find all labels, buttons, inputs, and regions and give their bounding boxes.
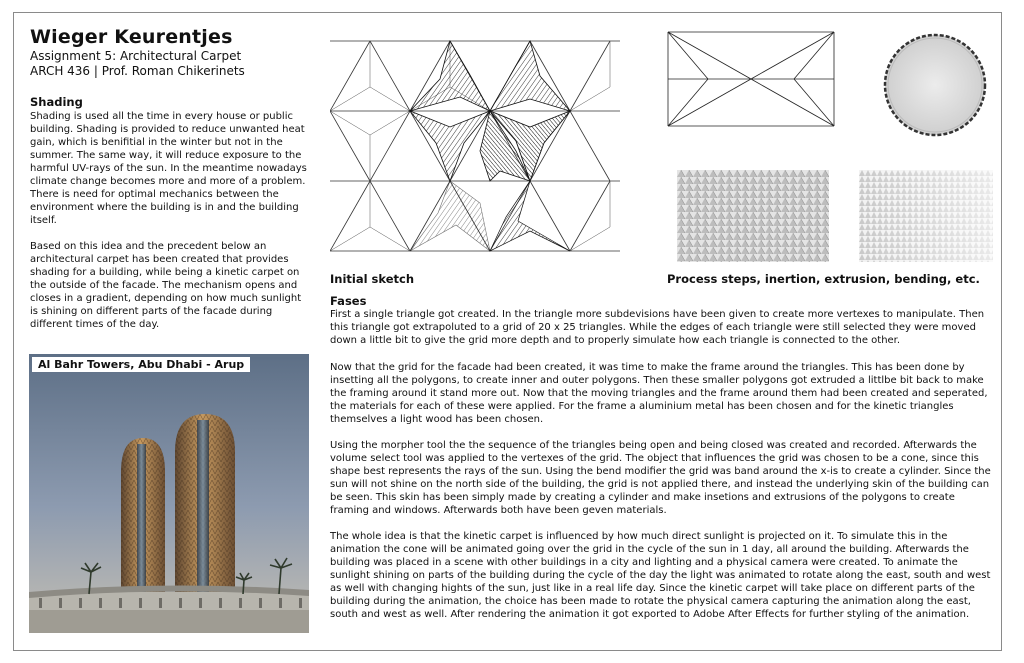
photo-caption: Al Bahr Towers, Abu Dhabi - Arup	[32, 357, 250, 372]
fases-paragraph-2: Now that the grid for the facade had been created, it was time to make the frame around the triangles. This has been done by insetting all the polygons, to create inner and outer polygons. Then these smaller polygons got extruded a littlbe bit back to make the framing around it stand more out. Now that the moving triangles and the frame around them had been created and seperated, the materials for each of these were applied. For the frame a aluminium metal has been chosen and for the kinetic triangles themselves a light wood has been chosen.	[330, 362, 988, 426]
course-info: ARCH 436 | Prof. Roman Chikerinets	[30, 64, 245, 78]
shading-paragraph-2: Based on this idea and the precedent below an architectural carpet has been created that provides shading for a building, while being a kinetic carpet on the outside of the facade. The mechanism opens and closes in a gradient, depending on how much sunlight is shining on different parts of the facade during different times of the day.	[30, 241, 302, 331]
process-grid-render-2	[859, 170, 993, 262]
process-grid-render-1	[677, 170, 829, 262]
author-name: Wieger Keurentjes	[30, 26, 233, 48]
shading-heading: Shading	[30, 95, 83, 109]
initial-sketch-drawing	[330, 31, 620, 271]
process-caption: Process steps, inertion, extrusion, bending, etc.	[667, 272, 980, 286]
fases-paragraph-4: The whole idea is that the kinetic carpet is influenced by how much direct sunlight is projected on it. To simulate this in the animation the cone will be animated going over the grid in the cycle of the sun in 1 day, all around the building. Afterwards the building was placed in a scene with other buildings in a city and lighting and a physical camera were created. To animate the sunlight shining on parts of the building during the cycle of the day the light was animated to rotate along the east, south and west as well with changing hights of the sun, just like in a real life day. Since the kinetic carpet will take place on different parts of the building during the animation, the choice has been made to rotate the physical camera capturing the animation along the east, south and west as well. After rendering the animation it got exported to Adobe After Effects for further styling of the animation.	[330, 531, 991, 621]
fases-paragraph-3: Using the morpher tool the the sequence of the triangles being open and being closed was created and recorded. Afterwards the volume select tool was applied to the vertexes of the grid. The object that influences the grid was chosen to be a cone, since this shape best represents the rays of the sun. Using the bend modifier the grid was band around the x-is to create a cylinder. Since the sun will not shine on the north side of the building, the grid is not applied there, and instead the underlying skin of the building can be seen. This skin has been simply made by creating a cylinder and make insetions and extrusions of the polygons to create framing and windows. Afterwards both have been geven materials.	[330, 440, 991, 517]
process-cylinder-render	[883, 33, 987, 137]
process-triangle-diagram	[666, 30, 836, 128]
sketch-caption: Initial sketch	[330, 272, 415, 286]
assignment-title: Assignment 5: Architectural Carpet	[30, 49, 242, 63]
shading-paragraph-1: Shading is used all the time in every house or public building. Shading is provided to reduce unwanted heat gain, which is benifitial in the winter but not in the summer. The same way, it will reduce exposure to the harmful UV-rays of the sun. In the meantime nowadays climate change becomes more and more of a problem. There is need for optimal mechanics between the environment where the building is in and the building itself.	[30, 111, 307, 227]
al-bahr-towers-photo	[29, 354, 309, 633]
fases-heading: Fases	[330, 294, 367, 308]
fases-paragraph-1: First a single triangle got created. In the triangle more subdevisions have been given to create more vertexes to manipulate. Then this triangle got extrapoluted to a grid of 20 x 25 triangles. While the edges of each triangle were still selected they were moved down a little bit to give the grid more depth and to properly simulate how each triangle is connected to the other.	[330, 309, 985, 347]
